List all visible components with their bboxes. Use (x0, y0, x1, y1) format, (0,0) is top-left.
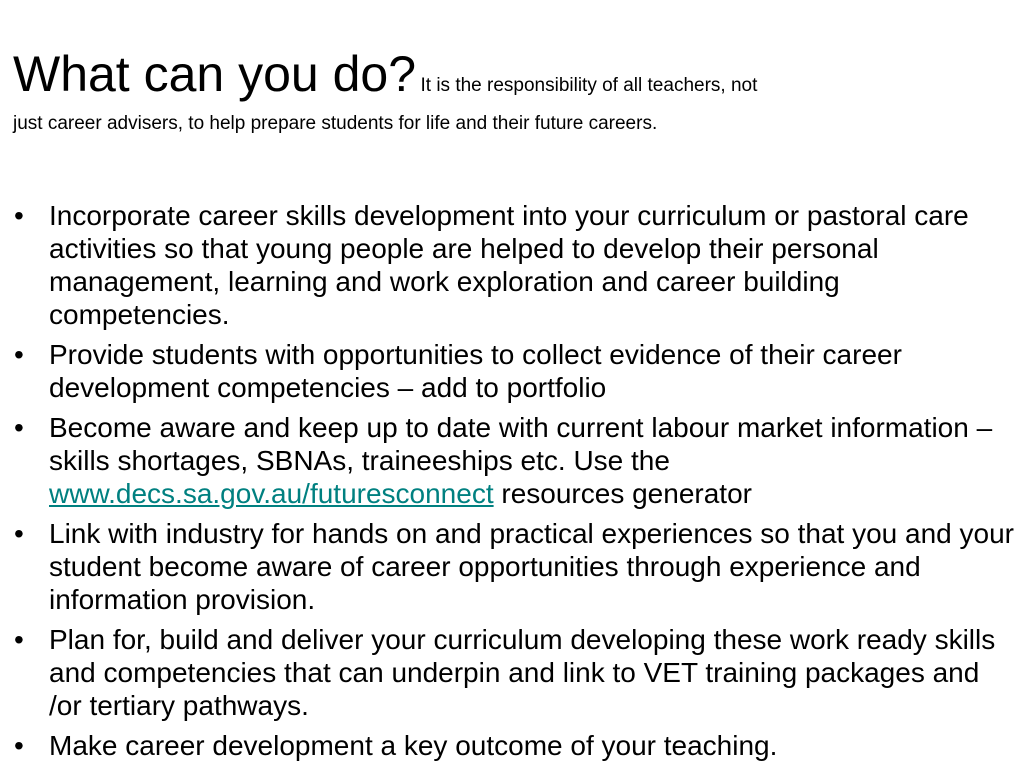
bullet-item-labour-market (0, 411, 1024, 510)
bullet-dot-icon: • (14, 412, 24, 443)
title-block (13, 46, 1013, 136)
bullet-item-portfolio (0, 338, 1024, 404)
bullet-text: Incorporate career skills development into your curriculum or pastoral care activities so that young people are helped to develop their personal management, learning and work exploration and career building competencies. (49, 200, 969, 330)
bullet-item-plan-curriculum (0, 623, 1024, 722)
bullet-dot-icon: • (14, 200, 24, 231)
bullet-dot-icon: • (14, 730, 24, 761)
bullet-dot-icon: • (14, 518, 24, 549)
bullet-text-after-link: resources generator (493, 478, 752, 509)
title-subtitle-part1: It is the responsibility of all teachers, not (420, 75, 758, 96)
futuresconnect-link[interactable]: www.decs.sa.gov.au/futuresconnect (49, 478, 494, 509)
bullet-text: Make career development a key outcome of your teaching. (49, 730, 778, 761)
bullet-item-key-outcome (0, 729, 1024, 762)
bullet-text-before-link: Become aware and keep up to date with current labour market information – skills shortages, SBNAs, traineeships etc. Use the (49, 412, 993, 476)
bullet-text: Plan for, build and deliver your curriculum developing these work ready skills and competencies that can underpin and link to VET training packages and /or tertiary pathways. (49, 624, 996, 721)
bullet-item-industry (0, 517, 1024, 616)
bullet-dot-icon: • (14, 624, 24, 655)
bullet-dot-icon: • (14, 339, 24, 370)
slide-title: What can you do? (13, 46, 417, 102)
bullet-list (0, 199, 1024, 769)
bullet-text: Link with industry for hands on and practical experiences so that you and your student become aware of career opportunities through experience and information provision. (49, 518, 1015, 615)
title-subtitle-part2: just career advisers, to help prepare students for life and their future careers. (13, 113, 658, 134)
bullet-text: Provide students with opportunities to collect evidence of their career development competencies – add to portfolio (49, 339, 902, 403)
bullet-item-curriculum (0, 199, 1024, 331)
